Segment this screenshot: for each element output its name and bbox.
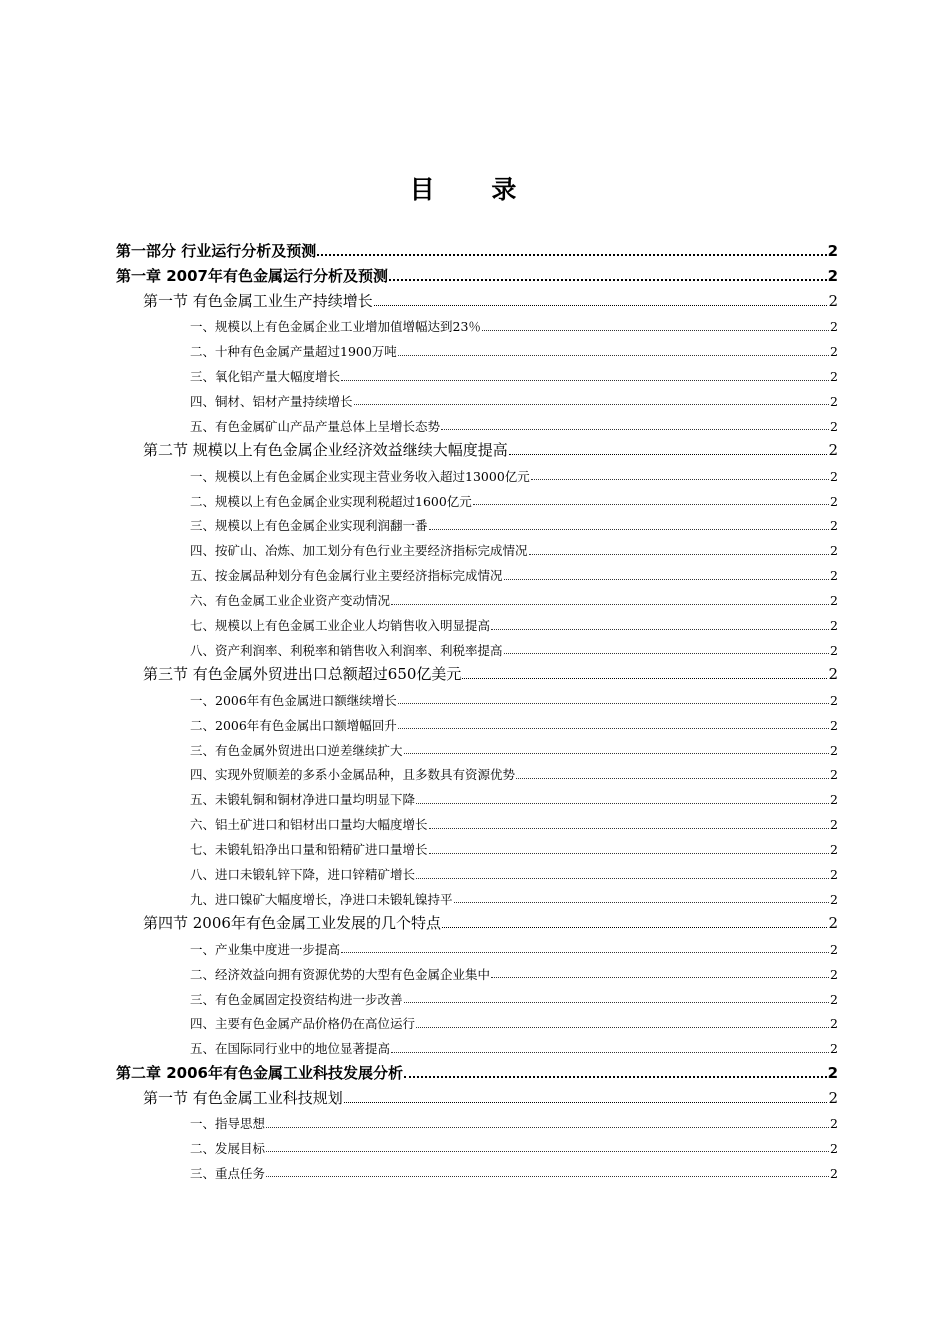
toc-entry-title: 八、资产利润率、利税率和销售收入利润率、利税率提高 [190, 642, 503, 658]
toc-page-number: 2 [830, 891, 838, 907]
toc-leader-dots [398, 728, 829, 729]
toc-entry[interactable] [143, 1089, 838, 1106]
toc-leader-dots [317, 254, 826, 256]
toc-entry[interactable] [190, 865, 838, 882]
toc-entry[interactable] [190, 591, 838, 608]
toc-entry-title: 五、未锻轧铜和铜材净进口量均明显下降 [190, 792, 416, 808]
toc-leader-dots [341, 952, 829, 953]
toc-entry-title: 五、有色金属矿山产品产量总体上呈增长态势 [190, 418, 441, 434]
toc-entry-title: 第一部分 行业运行分析及预测 [116, 242, 317, 260]
toc-page-number: 2 [830, 742, 838, 758]
toc-entry[interactable] [190, 939, 838, 956]
toc-entry-title: 五、在国际同行业中的地位显著提高 [190, 1041, 391, 1057]
toc-page-number: 2 [830, 767, 838, 783]
toc-entry-title: 第四节 2006年有色金属工业发展的几个特点 [143, 914, 441, 933]
toc-entry[interactable] [190, 317, 838, 334]
toc-leader-dots [454, 902, 830, 903]
toc-leader-dots [391, 604, 829, 605]
toc-leader-dots [516, 778, 829, 779]
toc-entry-title: 九、进口镍矿大幅度增长，净进口未锻轧镍持平 [190, 891, 453, 907]
toc-entry-title: 三、有色金属固定投资结构进一步改善 [190, 991, 403, 1007]
toc-leader-dots [404, 1002, 830, 1003]
toc-entry[interactable] [190, 541, 838, 558]
toc-leader-dots [398, 703, 829, 704]
toc-entry[interactable] [190, 566, 838, 583]
toc-entry-title: 七、未锻轧铅净出口量和铅精矿进口量增长 [190, 842, 428, 858]
toc-entry-title: 三、氧化铝产量大幅度增长 [190, 369, 341, 384]
toc-leader-dots [491, 977, 829, 978]
toc-leader-dots [266, 1151, 829, 1152]
toc-page-number: 2 [830, 618, 838, 633]
toc-page-number: 2 [830, 842, 838, 858]
toc-entry[interactable] [190, 466, 838, 483]
toc-entry-title: 一、2006年有色金属进口额继续增长 [190, 692, 397, 708]
toc-entry[interactable] [190, 416, 838, 433]
toc-leader-dots [416, 878, 829, 879]
toc-leader-dots [473, 504, 829, 505]
toc-entry[interactable] [190, 790, 838, 807]
toc-entry[interactable] [190, 1163, 838, 1180]
toc-entry-title: 第一章 2007年有色金属运行分析及预测 [116, 266, 388, 285]
toc-entry[interactable] [190, 765, 838, 782]
toc-entry[interactable] [143, 441, 838, 458]
toc-leader-dots [462, 678, 827, 679]
toc-entry[interactable] [190, 740, 838, 757]
toc-page-number: 2 [828, 914, 838, 933]
toc-entry-title: 一、规模以上有色金属企业实现主营业务收入超过13000亿元 [190, 468, 530, 484]
toc-entry-title: 四、实现外贸顺差的多系小金属品种，且多数具有资源优势 [190, 767, 516, 783]
toc-entry-title: 一、指导思想 [190, 1116, 266, 1131]
toc-entry-title: 第二节 规模以上有色金属企业经济效益继续大幅度提高 [143, 441, 508, 460]
toc-page-number: 2 [830, 568, 838, 584]
toc-page-number: 2 [827, 266, 838, 285]
toc-page-number: 2 [830, 393, 838, 409]
toc-leader-dots [429, 828, 830, 829]
toc-page-number: 2 [830, 1016, 838, 1032]
toc-leader-dots [374, 305, 828, 306]
toc-leader-dots [429, 853, 830, 854]
toc-page-number: 2 [827, 242, 838, 260]
toc-entry-title: 六、铝土矿进口和铝材出口量均大幅度增长 [190, 817, 428, 833]
toc-entry-title: 四、铜材、铝材产量持续增长 [190, 393, 353, 409]
toc-entry[interactable] [116, 242, 838, 259]
toc-leader-dots [404, 1076, 827, 1078]
toc-page-number: 2 [830, 518, 838, 534]
toc-page-number: 2 [830, 867, 838, 882]
toc-entry[interactable] [190, 1138, 838, 1155]
toc-entry[interactable] [143, 665, 838, 682]
toc-entry-title: 三、重点任务 [190, 1165, 266, 1181]
toc-entry[interactable] [190, 516, 838, 533]
toc-page-number: 2 [828, 291, 838, 310]
toc-entry-title: 第一节 有色金属工业科技规划 [143, 1088, 343, 1107]
toc-leader-dots [344, 1102, 828, 1103]
toc-entry-title: 二、2006年有色金属出口额增幅回升 [190, 717, 397, 733]
toc-entry-title: 三、规模以上有色金属企业实现利润翻一番 [190, 518, 428, 534]
toc-entry-title: 二、十种有色金属产量超过1900万吨 [190, 344, 397, 360]
toc-entry[interactable] [190, 889, 838, 906]
toc-entry-title: 第二章 2006年有色金属工业科技发展分析 [116, 1063, 403, 1082]
toc-leader-dots [509, 454, 828, 455]
toc-leader-dots [416, 803, 829, 804]
toc-leader-dots [391, 1052, 829, 1053]
toc-leader-dots [404, 753, 830, 754]
toc-leader-dots [441, 429, 829, 430]
toc-leader-dots [529, 554, 830, 555]
toc-page-number: 2 [830, 493, 838, 509]
toc-page-number: 2 [830, 717, 838, 733]
toc-leader-dots [416, 1027, 829, 1028]
toc-page-number: 2 [830, 941, 838, 957]
toc-entry-title: 二、发展目标 [190, 1140, 266, 1156]
toc-page-number: 2 [830, 966, 838, 982]
toc-page-number: 2 [830, 991, 838, 1007]
toc-leader-dots [354, 404, 830, 405]
toc-entry-title: 四、按矿山、冶炼、加工划分有色行业主要经济指标完成情况 [190, 543, 528, 559]
toc-leader-dots [429, 529, 830, 530]
toc-page-number: 2 [830, 319, 838, 335]
toc-leader-dots [504, 653, 830, 654]
toc-page-number: 2 [830, 543, 838, 559]
toc-entry-title: 二、经济效益向拥有资源优势的大型有色金属企业集中 [190, 966, 491, 982]
toc-entry[interactable] [190, 690, 838, 707]
toc-entry-title: 八、进口未锻轧锌下降，进口锌精矿增长 [190, 867, 416, 882]
toc-entry[interactable] [190, 491, 838, 508]
toc-entry[interactable] [190, 1039, 838, 1056]
toc-entry-title: 四、主要有色金属产品价格仍在高位运行 [190, 1016, 416, 1032]
toc-entry[interactable] [190, 640, 838, 657]
toc-entry[interactable] [190, 1014, 838, 1031]
toc-entry[interactable] [190, 342, 838, 359]
toc-page-number: 2 [830, 642, 838, 658]
toc-page-number: 2 [828, 1088, 838, 1107]
toc-entry[interactable] [190, 367, 838, 384]
toc-entry[interactable] [143, 292, 838, 309]
toc-leader-dots [504, 579, 830, 580]
toc-page-number: 2 [830, 418, 838, 434]
toc-leader-dots [389, 279, 827, 281]
toc-leader-dots [442, 927, 828, 928]
toc-page-number: 2 [828, 441, 838, 460]
toc-leader-dots [482, 330, 829, 331]
toc-entry[interactable] [116, 1064, 838, 1081]
toc-entry[interactable] [190, 1114, 838, 1131]
toc-page-number: 2 [830, 593, 838, 609]
toc-entry[interactable] [190, 989, 838, 1006]
toc-page-number: 2 [830, 792, 838, 808]
toc-entry[interactable] [190, 815, 838, 832]
toc-leader-dots [266, 1127, 829, 1128]
toc-leader-dots [531, 479, 829, 480]
toc-page-number: 2 [830, 817, 838, 833]
toc-leader-dots [491, 629, 829, 630]
toc-page-number: 2 [830, 1116, 838, 1131]
toc-entry-title: 第三节 有色金属外贸进出口总额超过650亿美元 [143, 665, 462, 684]
toc-page-number: 2 [830, 344, 838, 360]
toc-entry-title: 七、规模以上有色金属工业企业人均销售收入明显提高 [190, 618, 491, 633]
toc-entry-title: 五、按金属品种划分有色金属行业主要经济指标完成情况 [190, 568, 503, 584]
toc-entry[interactable] [190, 964, 838, 981]
toc-page-number: 2 [830, 1041, 838, 1057]
toc-entry-title: 一、产业集中度进一步提高 [190, 941, 341, 957]
toc-entry-title: 六、有色金属工业企业资产变动情况 [190, 593, 391, 609]
toc-page-number: 2 [830, 468, 838, 484]
toc-entry-title: 二、规模以上有色金属企业实现利税超过1600亿元 [190, 493, 472, 509]
toc-title: 目 录 [409, 175, 541, 204]
toc-entry[interactable] [190, 840, 838, 857]
toc-page-number: 2 [830, 1165, 838, 1181]
toc-page-number: 2 [830, 692, 838, 708]
toc-entry-title: 一、规模以上有色金属企业工业增加值增幅达到23％ [190, 319, 481, 335]
toc-entry-title: 第一节 有色金属工业生产持续增长 [143, 291, 373, 310]
toc-entry[interactable] [190, 391, 838, 408]
toc-leader-dots [266, 1176, 829, 1177]
toc-entry[interactable] [143, 914, 838, 931]
toc-page-number: 2 [830, 1140, 838, 1156]
toc-entry[interactable] [190, 715, 838, 732]
toc-page-number: 2 [828, 665, 838, 684]
toc-leader-dots [398, 355, 829, 356]
toc-page-number: 2 [827, 1063, 838, 1082]
toc-page-number: 2 [830, 369, 838, 384]
toc-leader-dots [341, 380, 829, 381]
toc-entry-title: 三、有色金属外贸进出口逆差继续扩大 [190, 742, 403, 758]
toc-entry[interactable] [190, 616, 838, 633]
toc-entry[interactable] [116, 267, 838, 284]
